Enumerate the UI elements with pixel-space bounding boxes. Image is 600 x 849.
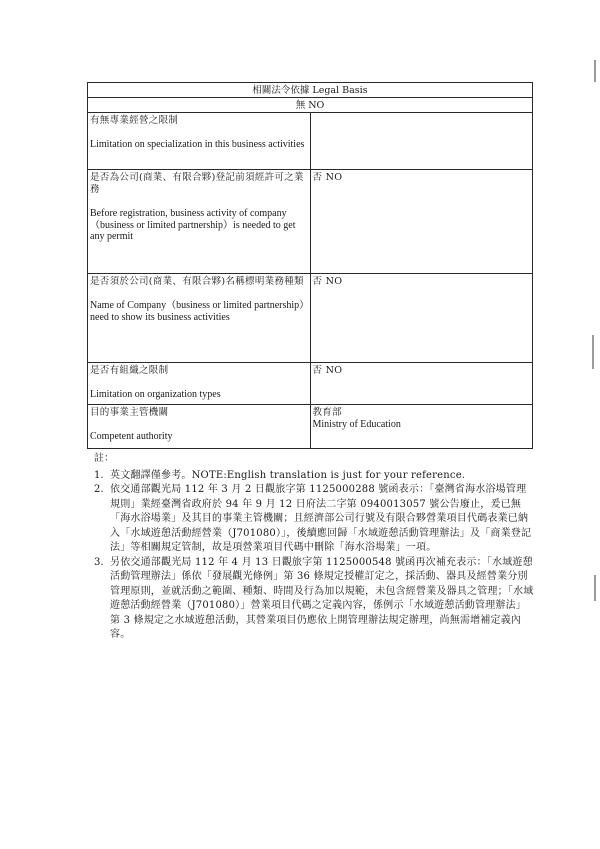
label-zh: 目的事業主管機關: [90, 407, 169, 418]
label-en: Limitation on organization types: [90, 389, 221, 400]
label-en: Before registration, business activity of company（business or limited partnership）is needed to get any permit: [90, 208, 296, 242]
note-item: [94, 469, 534, 484]
table-row: [88, 274, 533, 363]
row-value: [310, 405, 533, 449]
value-zh: 否 NO: [312, 172, 343, 183]
scan-edge-mark: [592, 335, 594, 369]
note-item: [94, 483, 534, 556]
row-label: [88, 405, 311, 449]
note-text: 依交通部觀光局 112 年 3 月 2 日觀旅字第 1125000288 號函表示：「臺灣省海水浴場管理規則」業經臺灣省政府於 94 年 9 月 12 日府法二字第 0940013057 號公告廢止，爰已無「海水浴場業」及其目的事業主管機關；且經濟部公司行號及有限合夥營業項目代碼表業已納入「水域遊憩活動經營業（J701080）」，後續應回歸「水域遊憩活動管理辦法」及「商業登記法」等相關規定管制，故是項營業項目代碼中刪除「海水浴場業」一項。: [110, 484, 532, 553]
table-title: 相關法令依據 Legal Basis: [88, 83, 533, 98]
value-zh: 否 NO: [312, 365, 343, 376]
notes-title: 註：: [94, 453, 114, 464]
table-title-row: [88, 83, 533, 98]
value-zh: 否 NO: [312, 276, 343, 287]
row-label: [88, 170, 311, 274]
label-en: Name of Company（business or limited partnership）need to show its business activities: [90, 300, 305, 323]
row-value: [310, 274, 533, 363]
row-label: [88, 363, 311, 405]
row-value: [310, 113, 533, 170]
label-zh: 是否為公司(商業、有限合夥)登記前須經許可之業務: [90, 172, 304, 195]
table-subtitle: 無 NO: [88, 98, 533, 113]
table-row: [88, 363, 533, 405]
note-text: 另依交通部觀光局 112 年 4 月 13 日觀旅字第 1125000548 號函再次補充表示：「水域遊憩活動管理辦法」係依「發展觀光條例」第 36 條規定授權訂定之，採活動、器具及經營業分別管理原則，並就活動之範圍、種類、時間及行為加以規範，未包含經營業及器具之管理；「水域遊憩活動經營業（J701080）」營業項目代碼之定義內容，係例示「水域遊憩活動管理辦法」第 3 條規定之水域遊憩活動，其營業項目仍應依上開管理辦法規定辦理，尚無需增補定義內容。: [110, 556, 534, 640]
scan-edge-mark: [594, 60, 596, 82]
label-en: Competent authority: [90, 431, 173, 442]
note-number: 3.: [94, 556, 104, 568]
label-en: Limitation on specialization in this business activities: [90, 139, 305, 150]
value-en: Ministry of Education: [312, 419, 401, 430]
row-value: [310, 170, 533, 274]
note-text: 英文翻譯僅參考。NOTE:English translation is just for your reference.: [110, 469, 466, 481]
table-row: [88, 405, 533, 449]
table-subtitle-row: [88, 98, 533, 113]
note-number: 2.: [94, 484, 104, 495]
legal-basis-table: [87, 82, 533, 449]
label-zh: 是否須於公司(商業、有限合夥)名稱標明業務種類: [90, 276, 304, 287]
row-value: [310, 363, 533, 405]
note-item: [94, 556, 534, 643]
note-number: 1.: [94, 469, 104, 481]
row-label: [88, 274, 311, 363]
table-row: [88, 113, 533, 170]
label-zh: 有無專業經營之限制: [90, 115, 179, 126]
scan-edge-mark: [594, 575, 596, 601]
value-zh: 教育部: [312, 407, 342, 418]
row-label: [88, 113, 311, 170]
label-zh: 是否有組織之限制: [90, 365, 169, 376]
notes-section: [94, 452, 534, 643]
table-row: [88, 170, 533, 274]
